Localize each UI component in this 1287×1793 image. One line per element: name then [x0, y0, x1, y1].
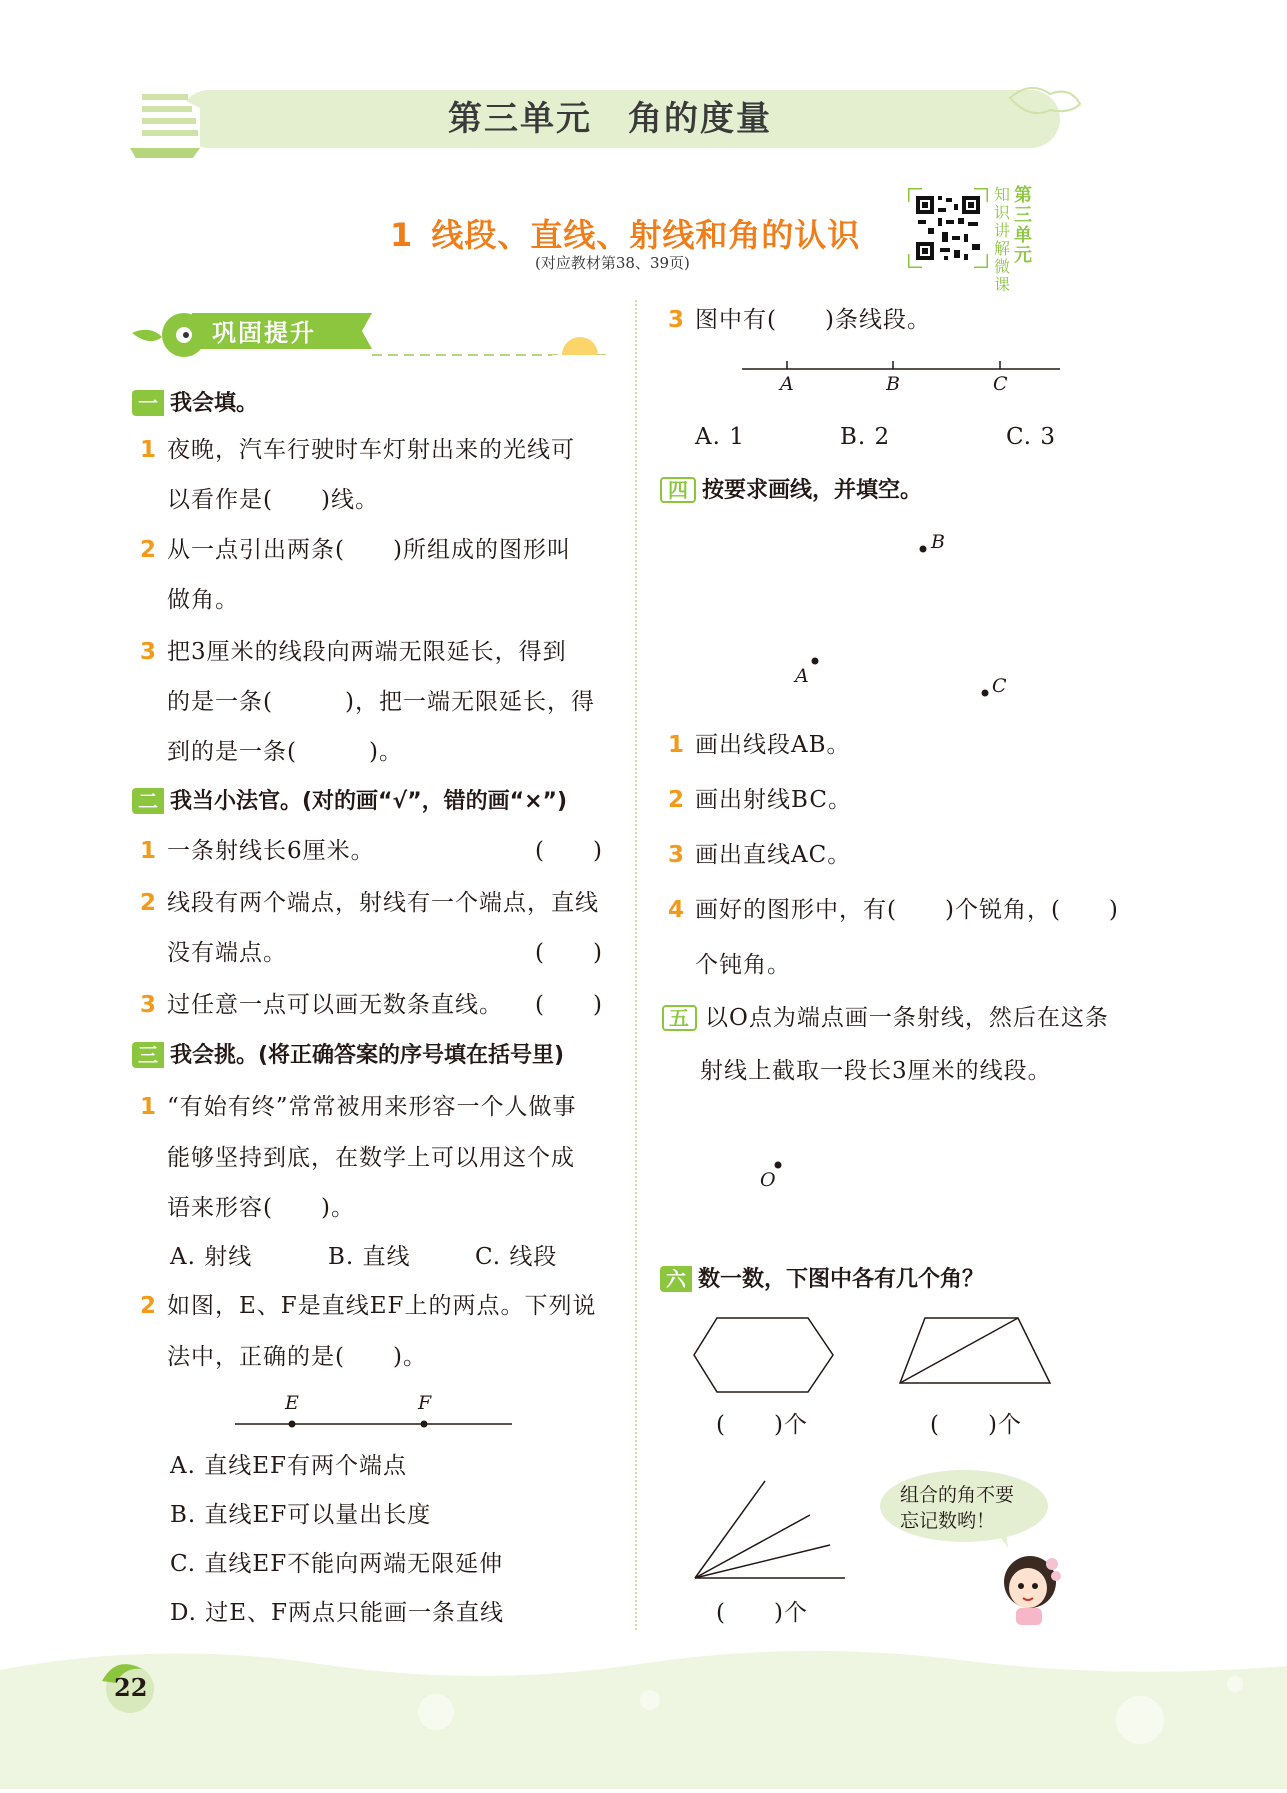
- s2-q3-paren[interactable]: ( ): [535, 992, 603, 1018]
- s5-text-1: 以O点为端点画一条射线，然后在这条: [705, 1005, 1109, 1031]
- s4-q3-text: 画出直线AC。: [695, 842, 852, 868]
- s1-q2-text-1: 从一点引出两条( )所组成的图形叫: [167, 537, 571, 563]
- s3-q3-number: 3: [668, 307, 686, 333]
- rays-figure: [690, 1475, 850, 1585]
- abc-points-svg: [780, 525, 1020, 710]
- s4-q4-line1: [668, 895, 1119, 925]
- s2-q1-number: 1: [140, 838, 158, 864]
- trapezoid-svg: [895, 1315, 1055, 1395]
- s2-q2-text-1: 线段有两个端点，射线有一个端点，直线: [167, 890, 600, 916]
- s3-q2-option-a: A. 直线EF有两个端点: [170, 1453, 407, 1479]
- abc-points-figure[interactable]: [780, 525, 1020, 710]
- s3-q1-option-c: C. 线段: [475, 1244, 558, 1270]
- hexagon-svg: [690, 1315, 840, 1395]
- footer-wave-bg: [0, 1640, 1287, 1789]
- section-6-heading: [660, 1265, 984, 1295]
- abc-segment-figure: [740, 355, 1060, 400]
- o-point-figure[interactable]: [755, 1155, 795, 1195]
- s3-q1-line2: 能够坚持到底，在数学上可以用这个成: [167, 1145, 575, 1171]
- s3-q1-option-b: B. 直线: [328, 1244, 411, 1270]
- s4-q3: [668, 840, 851, 870]
- section-6-title: 数一数，下图中各有几个角？: [698, 1267, 985, 1292]
- s4-q4-line2: 个钝角。: [695, 952, 791, 978]
- lesson-title-row: [390, 210, 860, 254]
- s1-q2-number: 2: [140, 537, 158, 563]
- s5-line1: [662, 1003, 1109, 1033]
- s3-q3-option-b: B. 2: [840, 424, 891, 450]
- consolidation-banner: [132, 305, 612, 365]
- point-o-label: O: [760, 1169, 776, 1191]
- s3-q2-text-1: 如图，E、F是直线EF上的两点。下列说: [167, 1293, 597, 1319]
- s3-q2-line1: [140, 1291, 597, 1321]
- hint-bubble-line2: 忘记数哟！: [900, 1510, 996, 1532]
- s4-q2-number: 2: [668, 787, 686, 813]
- s1-q1-line1: [140, 435, 575, 465]
- section-1-tag: 一: [132, 390, 164, 416]
- s1-q3-line1: [140, 637, 567, 667]
- trapezoid-figure: [895, 1315, 1055, 1395]
- footer-wave: [0, 1640, 1287, 1789]
- point-e-label: E: [285, 1392, 299, 1414]
- s1-q3-text-1: 把3厘米的线段向两端无限延长，得到: [167, 639, 567, 665]
- s1-q2-line2: 做角。: [167, 587, 239, 613]
- hint-bubble: [878, 1468, 1054, 1548]
- section-1-heading: [132, 389, 258, 419]
- s5-line2: 射线上截取一段长3厘米的线段。: [700, 1058, 1052, 1084]
- s4-q3-number: 3: [668, 842, 686, 868]
- s2-q1: [140, 836, 375, 866]
- hexagon-answer[interactable]: ( )个: [716, 1412, 808, 1438]
- section-3-title: 我会挑。(将正确答案的序号填在括号里): [170, 1043, 565, 1068]
- s3-q2-option-b: B. 直线EF可以量出长度: [170, 1502, 432, 1528]
- hexagon-figure: [690, 1315, 840, 1395]
- lesson-reference: (对应教材第38、39页): [535, 254, 690, 272]
- point-c-label: C: [993, 373, 1008, 395]
- s3-q3: [668, 305, 931, 335]
- section-4-tag: 四: [660, 477, 696, 503]
- s3-q1-text-1: “有始有终”常常被用来形容一个人做事: [167, 1094, 577, 1120]
- s2-q2-paren[interactable]: ( ): [535, 940, 603, 966]
- draw-point-b: B: [931, 531, 945, 553]
- s2-q2-number: 2: [140, 890, 158, 916]
- s3-q2-option-d: D. 过E、F两点只能画一条直线: [170, 1600, 504, 1626]
- ef-line-figure: [230, 1392, 520, 1432]
- s1-q1-line2: 以看作是( )线。: [167, 487, 379, 513]
- s3-q3-option-c: C. 3: [1006, 424, 1057, 450]
- consolidation-banner-title: 巩固提升: [212, 319, 316, 347]
- s1-q3-number: 3: [140, 639, 158, 665]
- section-3-tag: 三: [132, 1042, 164, 1068]
- ef-line-svg: [230, 1392, 520, 1432]
- qr-code-icon: [908, 188, 988, 268]
- section-4-heading: [660, 476, 922, 506]
- s4-q2: [668, 785, 852, 815]
- s2-q1-text: 一条射线长6厘米。: [167, 838, 375, 864]
- s1-q2-line1: [140, 535, 571, 565]
- s2-q2-line2: 没有端点。: [167, 940, 287, 966]
- trapezoid-answer[interactable]: ( )个: [930, 1412, 1022, 1438]
- section-6-tag: 六: [660, 1266, 692, 1292]
- qr-label-1: 知识讲解微课: [994, 185, 1011, 294]
- s4-q1: [668, 730, 851, 760]
- section-5-tag: 五: [662, 1005, 697, 1031]
- point-f-label: F: [418, 1392, 432, 1414]
- page-number-badge: [90, 1655, 160, 1715]
- s4-q1-text: 画出线段AB。: [695, 732, 851, 758]
- section-2-heading: [132, 787, 567, 817]
- s4-q2-text: 画出射线BC。: [695, 787, 852, 813]
- column-divider: [635, 300, 637, 1630]
- s3-q3-option-a: A. 1: [695, 424, 745, 450]
- s1-q3-line3: 到的是一条( )。: [167, 739, 403, 765]
- unit-title: 第三单元 角的度量: [448, 99, 772, 139]
- s4-q4-text-1: 画好的图形中，有( )个锐角，( ): [695, 897, 1119, 923]
- section-1-title: 我会填。: [170, 391, 259, 416]
- header-banner: [130, 78, 1090, 158]
- section-2-title: 我当小法官。(对的画“√”，错的画“×”): [170, 789, 568, 814]
- s1-q1-text-1: 夜晚，汽车行驶时车灯射出来的光线可: [167, 437, 576, 463]
- hint-bubble-line1: 组合的角不要: [900, 1484, 1015, 1506]
- draw-point-c: C: [992, 675, 1007, 697]
- s3-q1-number: 1: [140, 1094, 158, 1120]
- s2-q3-text: 过任意一点可以画无数条直线。: [167, 992, 504, 1018]
- s3-q2-number: 2: [140, 1293, 158, 1319]
- section-2-tag: 二: [132, 788, 164, 814]
- qr-label-2: 第三单元: [1014, 185, 1032, 266]
- lesson-number: 1: [390, 216, 413, 254]
- s3-q1-line1: [140, 1092, 577, 1122]
- consolidation-banner-bg: [132, 305, 612, 365]
- section-4-title: 按要求画线，并填空。: [702, 478, 923, 503]
- s3-q1-option-a: A. 射线: [170, 1244, 253, 1270]
- s2-q1-paren[interactable]: ( ): [535, 838, 603, 864]
- draw-point-a: A: [795, 665, 809, 687]
- s2-q2-line1: [140, 888, 599, 918]
- section-3-heading: [132, 1041, 564, 1071]
- lesson-title: 线段、直线、射线和角的认识: [431, 216, 861, 254]
- s4-q1-number: 1: [668, 732, 686, 758]
- s3-q2-line2: 法中，正确的是( )。: [167, 1344, 427, 1370]
- page-number: 22: [114, 1673, 148, 1702]
- s2-q3-number: 3: [140, 992, 158, 1018]
- s4-q4-number: 4: [668, 897, 686, 923]
- girl-mascot-icon: [990, 1550, 1070, 1625]
- rays-answer[interactable]: ( )个: [716, 1600, 808, 1626]
- girl-mascot: [990, 1550, 1070, 1625]
- s1-q1-number: 1: [140, 437, 158, 463]
- point-b-label: B: [886, 373, 900, 395]
- rays-svg: [690, 1475, 850, 1585]
- qr-code[interactable]: [908, 188, 988, 268]
- s3-q2-option-c: C. 直线EF不能向两端无限延伸: [170, 1551, 504, 1577]
- s2-q3: [140, 990, 503, 1020]
- s1-q3-line2: 的是一条( )，把一端无限延长，得: [167, 689, 595, 715]
- s3-q1-line3: 语来形容( )。: [167, 1195, 355, 1221]
- point-a-label: A: [780, 373, 794, 395]
- s3-q3-text: 图中有( )条线段。: [695, 307, 931, 333]
